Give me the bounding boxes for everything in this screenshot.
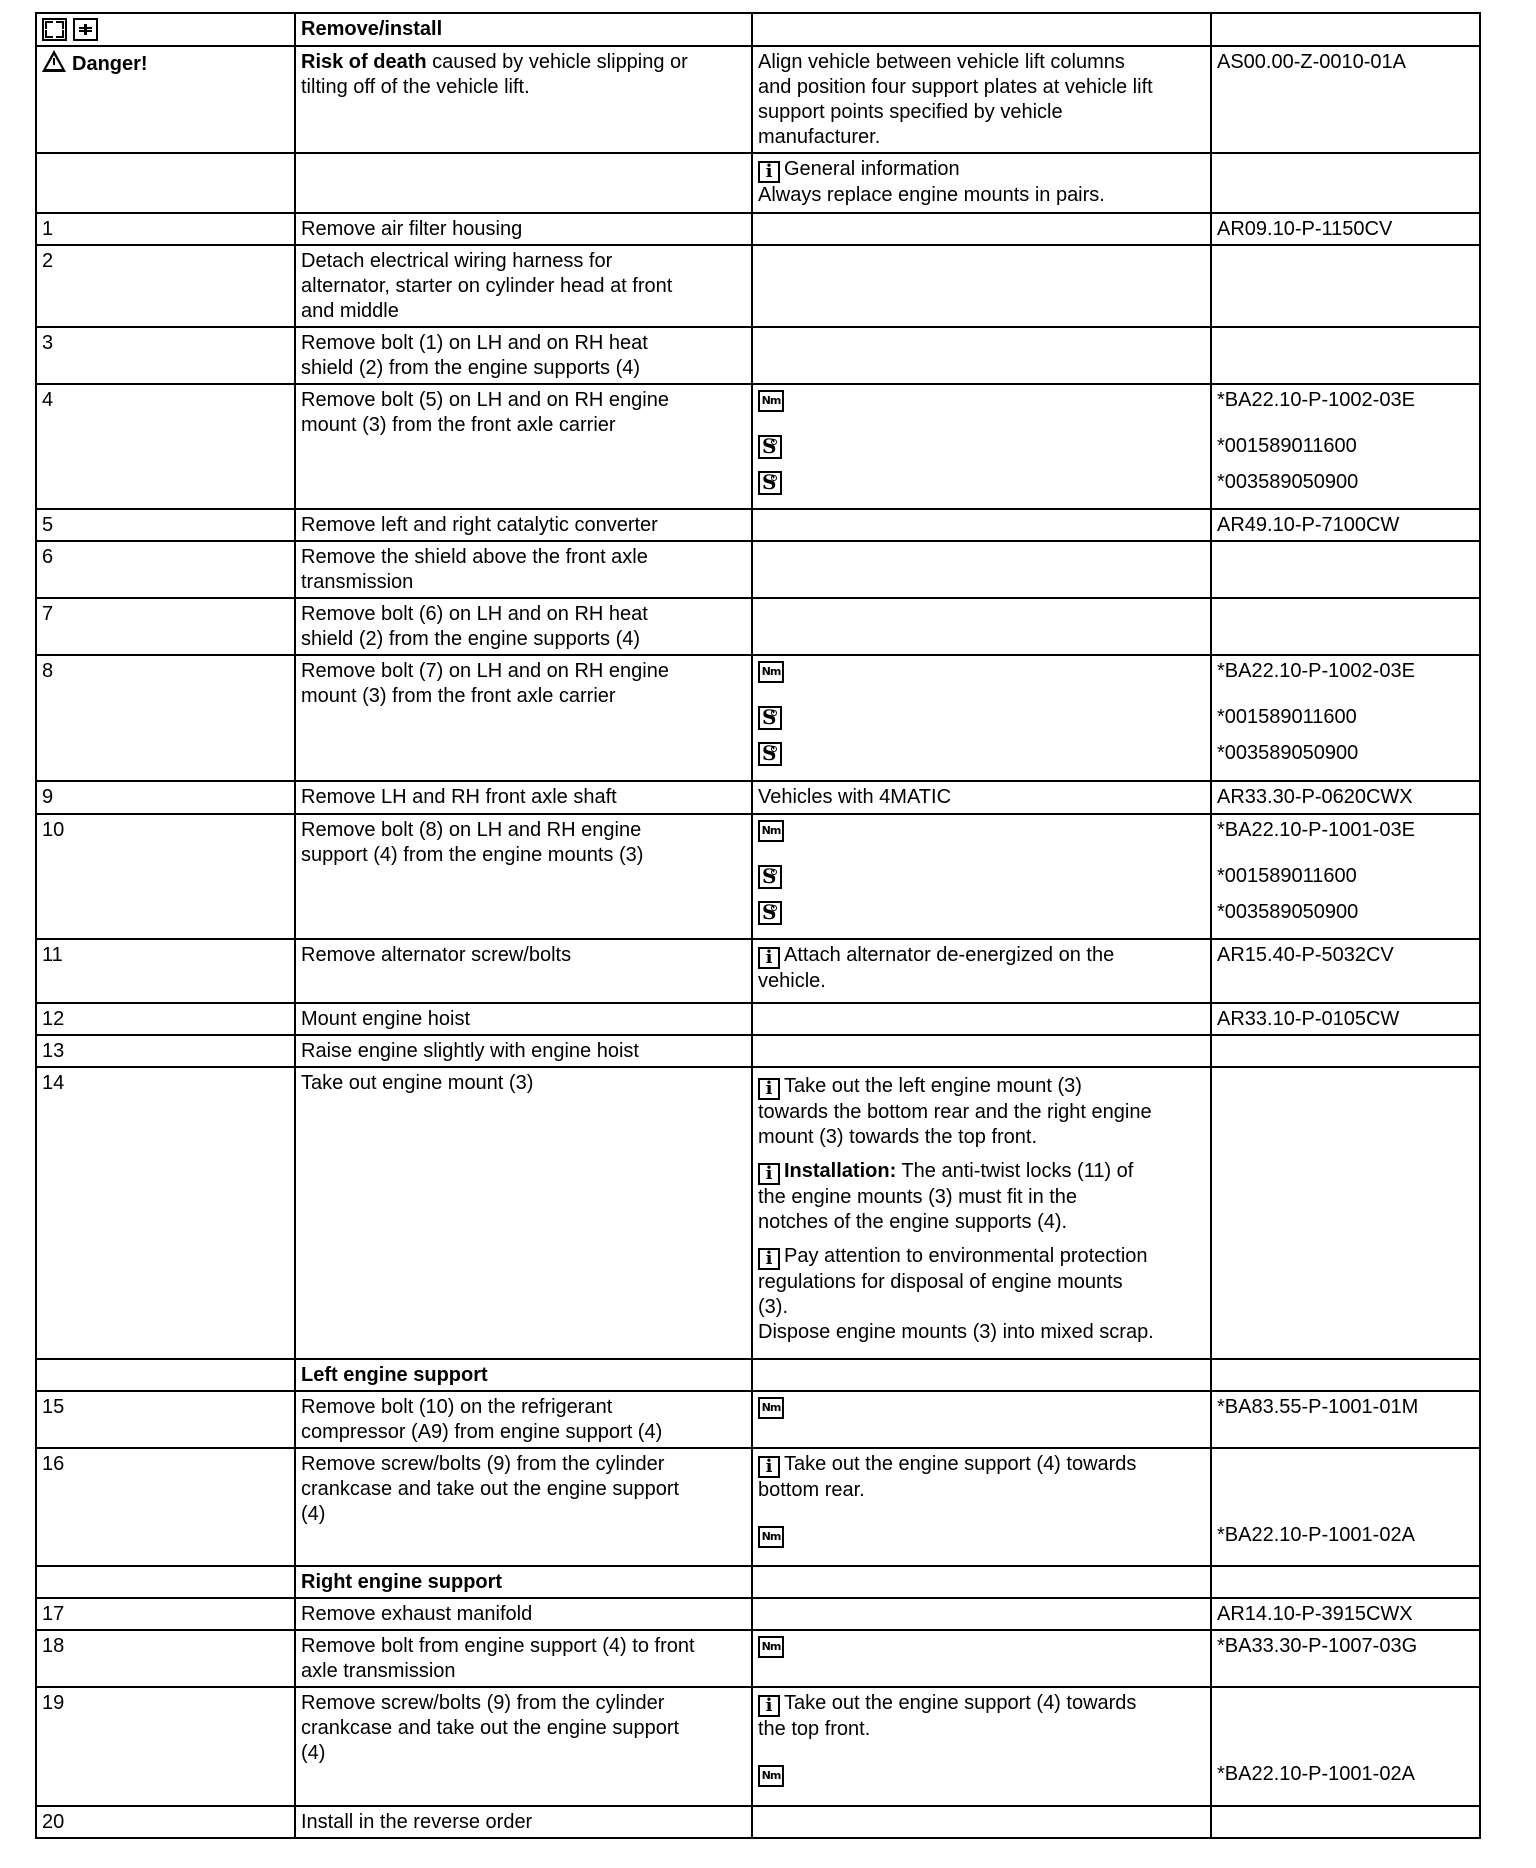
info-icon: i [758, 1078, 780, 1100]
step-row: 3 Remove bolt (1) on LH and on RH heat shield (2) from the engine supports (4) [36, 327, 1480, 384]
header-title: Remove/install [295, 13, 752, 46]
step-row: 19 Remove screw/bolts (9) from the cylinder crankcase and take out the engine support (4) i Take out the engine support (4) towards the top front. Nm *BA22.10-P-1001-02A [36, 1687, 1480, 1806]
step-row: 12 Mount engine hoist AR33.10-P-0105CW [36, 1003, 1480, 1035]
tool-ref[interactable]: *003589050900 [1217, 742, 1359, 764]
section-title: Right engine support [295, 1566, 752, 1598]
special-tool-icon: S [758, 435, 782, 459]
danger-note: Align vehicle between vehicle lift columns and position four support plates at vehicle lift support points specified by vehicle manufacturer. [752, 46, 1211, 153]
step-row: 13 Raise engine slightly with engine hoist [36, 1035, 1480, 1067]
step-row: 16 Remove screw/bolts (9) from the cylinder crankcase and take out the engine support (4) i Take out the engine support (4) towards bottom rear. Nm *BA22.10-P-1001-02A [36, 1448, 1480, 1566]
step-row: 17 Remove exhaust manifold AR14.10-P-3915CWX [36, 1598, 1480, 1630]
info-icon: i [758, 1163, 780, 1185]
danger-label: Danger! [72, 53, 148, 75]
step-ref[interactable]: *BA83.55-P-1001-01M [1211, 1391, 1480, 1448]
collapse-icon[interactable] [73, 18, 98, 41]
step-row: 11 Remove alternator screw/bolts i Attach alternator de-energized on the vehicle. AR15.40-P-5032CV [36, 939, 1480, 1003]
torque-nm-icon: Nm [758, 1636, 784, 1658]
general-info: i General information Always replace engine mounts in pairs. [752, 153, 1211, 213]
tool-ref[interactable]: *003589050900 [1217, 901, 1359, 923]
danger-row [36, 46, 1480, 153]
tool-ref[interactable]: *003589050900 [1217, 471, 1359, 493]
header-row [36, 13, 1480, 46]
step-ref[interactable]: *BA22.10-P-1001-02A [1217, 1524, 1415, 1546]
step-row: 7 Remove bolt (6) on LH and on RH heat shield (2) from the engine supports (4) [36, 598, 1480, 655]
info-icon: i [758, 947, 780, 969]
danger-ref[interactable]: AS00.00-Z-0010-01A [1211, 46, 1480, 153]
step-row: 14 Take out engine mount (3) i Take out the left engine mount (3) towards the bottom rear and the right engine mount (3) towards the top front. i Installation: The anti-twist locks (11) of the engine mounts (3) must fit in the notches of the engine supports (4). i Pay attention to environmental protection regulations for disposal of engine mounts (3). Dispose engine mounts (3) into mixed scrap. [36, 1067, 1480, 1359]
tool-ref[interactable]: *001589011600 [1217, 706, 1357, 728]
section-title: Left engine support [295, 1359, 752, 1391]
torque-nm-icon: Nm [758, 1397, 784, 1419]
step-ref[interactable]: *BA22.10-P-1001-03E [1217, 819, 1415, 841]
torque-nm-icon: Nm [758, 661, 784, 683]
special-tool-icon: S [758, 706, 782, 730]
warning-triangle-icon [42, 50, 66, 72]
info-icon: i [758, 1456, 780, 1478]
info-icon: i [758, 1695, 780, 1717]
section-row [36, 1566, 1480, 1598]
section-row [36, 1359, 1480, 1391]
step-ref[interactable]: *BA33.30-P-1007-03G [1211, 1630, 1480, 1687]
special-tool-icon: S [758, 901, 782, 925]
step-ref[interactable]: AR15.40-P-5032CV [1211, 939, 1480, 1003]
header-icons[interactable] [36, 13, 295, 46]
general-info-row [36, 153, 1480, 213]
expand-icon[interactable] [42, 18, 67, 41]
special-tool-icon: S [758, 742, 782, 766]
danger-risk: Risk of death caused by vehicle slipping or tilting off of the vehicle lift. [295, 46, 752, 153]
step-row: 10 Remove bolt (8) on LH and RH engine support (4) from the engine mounts (3) Nm S S *BA22.10-P-1001-03E *001589011600 *003589050900 [36, 814, 1480, 939]
step-row: 1 Remove air filter housing AR09.10-P-1150CV [36, 213, 1480, 245]
step-row: 2 Detach electrical wiring harness for alternator, starter on cylinder head at front and middle [36, 245, 1480, 327]
danger-cell [36, 46, 295, 153]
step-row: 18 Remove bolt from engine support (4) to front axle transmission Nm *BA33.30-P-1007-03G [36, 1630, 1480, 1687]
tool-ref[interactable]: *001589011600 [1217, 435, 1357, 457]
step-row: 8 Remove bolt (7) on LH and on RH engine mount (3) from the front axle carrier Nm S S *BA22.10-P-1002-03E *001589011600 *003589050900 [36, 655, 1480, 781]
step-row: 20 Install in the reverse order [36, 1806, 1480, 1838]
procedure-table [35, 12, 1481, 1839]
step-row: 5 Remove left and right catalytic converter AR49.10-P-7100CW [36, 509, 1480, 541]
step-ref[interactable]: AR33.30-P-0620CWX [1211, 781, 1480, 814]
step-ref[interactable]: *BA22.10-P-1002-03E [1217, 660, 1415, 682]
step-row: 9 Remove LH and RH front axle shaft Vehicles with 4MATIC AR33.30-P-0620CWX [36, 781, 1480, 814]
torque-nm-icon: Nm [758, 820, 784, 842]
step-ref[interactable]: AR33.10-P-0105CW [1211, 1003, 1480, 1035]
step-row: 4 Remove bolt (5) on LH and on RH engine mount (3) from the front axle carrier Nm S S *BA22.10-P-1002-03E *001589011600 *003589050900 [36, 384, 1480, 509]
step-ref[interactable]: *BA22.10-P-1002-03E [1217, 389, 1415, 411]
special-tool-icon: S [758, 471, 782, 495]
step-ref[interactable]: AR14.10-P-3915CWX [1211, 1598, 1480, 1630]
info-icon: i [758, 1248, 780, 1270]
step-ref[interactable]: AR49.10-P-7100CW [1211, 509, 1480, 541]
step-ref[interactable]: *BA22.10-P-1001-02A [1217, 1763, 1415, 1785]
tool-ref[interactable]: *001589011600 [1217, 865, 1357, 887]
info-icon: i [758, 161, 780, 183]
torque-nm-icon: Nm [758, 390, 784, 412]
step-row: 15 Remove bolt (10) on the refrigerant compressor (A9) from engine support (4) Nm *BA83.55-P-1001-01M [36, 1391, 1480, 1448]
step-ref[interactable]: AR09.10-P-1150CV [1211, 213, 1480, 245]
torque-nm-icon: Nm [758, 1765, 784, 1787]
special-tool-icon: S [758, 865, 782, 889]
torque-nm-icon: Nm [758, 1526, 784, 1548]
step-row: 6 Remove the shield above the front axle transmission [36, 541, 1480, 598]
